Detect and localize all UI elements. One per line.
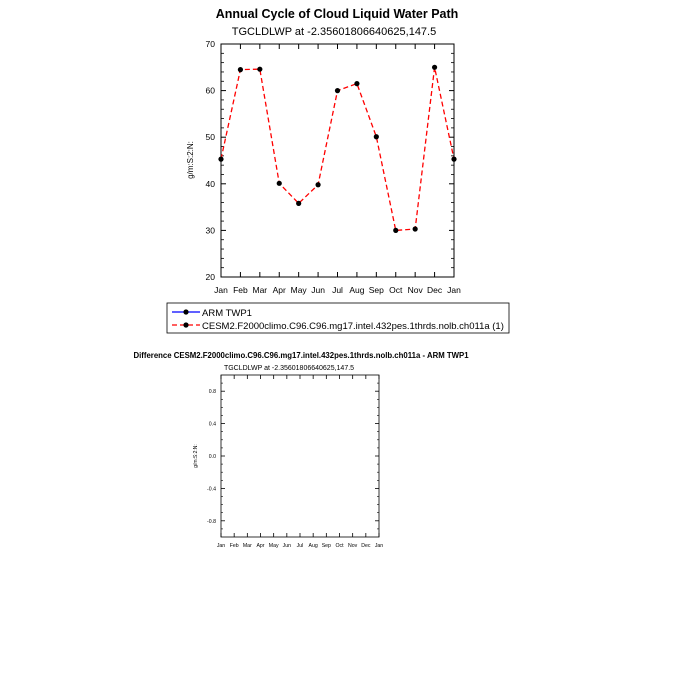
x-tick-label: Dec (361, 543, 371, 549)
y-tick-label: 50 (205, 132, 215, 143)
y-axis-ticks (206, 39, 454, 282)
data-point (393, 228, 398, 233)
y-tick-label: 30 (205, 225, 215, 236)
x-tick-label: Aug (308, 543, 318, 549)
y-tick-label: -0.4 (207, 486, 216, 493)
x-tick-label: Oct (335, 543, 344, 549)
x-axis-ticks (214, 44, 461, 295)
difference-chart (133, 351, 469, 549)
data-point (238, 67, 243, 72)
series-layer (218, 65, 456, 233)
data-point (335, 88, 340, 93)
data-point (354, 81, 359, 86)
legend-marker-cesm (183, 322, 188, 327)
chart-title: Annual Cycle of Cloud Liquid Water Path (215, 7, 459, 21)
x-tick-label: Jun (282, 543, 292, 549)
x-tick-label: Apr (256, 543, 265, 549)
chart-subtitle: TGCLDLWP at -2.35601806640625,147.5 (231, 26, 437, 38)
difference-chart-title: Difference CESM2.F2000climo.C96.C96.mg17.intel.432pes.1thrds.nolb.ch011a - ARM TWP1 (133, 351, 469, 360)
difference-chart-subtitle: TGCLDLWP at -2.35601806640625,147.5 (223, 365, 355, 372)
x-tick-label: Feb (229, 543, 239, 549)
x-tick-label: Jul (332, 285, 343, 295)
data-point (277, 181, 282, 186)
difference-plot-frame (221, 375, 379, 537)
x-tick-label: Apr (272, 285, 286, 295)
legend-label-arm: ARM TWP1 (202, 308, 252, 319)
y-tick-label: 0.0 (208, 454, 216, 460)
y-tick-label: 20 (205, 272, 215, 282)
data-point (257, 67, 262, 72)
x-tick-label: Jan (374, 543, 384, 549)
x-tick-label: Jan (447, 285, 461, 295)
x-tick-label: Oct (389, 285, 403, 295)
x-tick-label: Feb (233, 285, 248, 295)
data-point (218, 157, 223, 162)
x-tick-label: Sep (321, 543, 331, 549)
x-tick-label: May (290, 285, 307, 295)
x-tick-label: Nov (348, 543, 358, 549)
data-point (451, 157, 456, 162)
x-tick-label: Aug (349, 285, 365, 295)
y-tick-label: 60 (205, 85, 215, 96)
data-point (413, 226, 418, 231)
x-tick-label: Mar (252, 285, 268, 295)
annual-cycle-chart (186, 7, 461, 295)
x-tick-label: Sep (368, 285, 384, 295)
legend-marker-arm (183, 309, 188, 314)
x-tick-label: Jun (311, 285, 325, 295)
y-axis-label: g/m:S:2:N: (186, 141, 195, 179)
x-tick-label: Jan (214, 285, 228, 295)
y-tick-label: 70 (205, 39, 215, 49)
data-point (432, 65, 437, 70)
difference-y-axis-ticks (207, 383, 379, 529)
x-tick-label: Dec (427, 285, 443, 295)
legend (167, 303, 509, 333)
legend-label-cesm: CESM2.F2000climo.C96.C96.mg17.intel.432pes.1thrds.nolb.ch011a (1) (202, 321, 504, 332)
y-tick-label: 0.4 (208, 421, 216, 428)
x-tick-label: Jul (296, 543, 304, 549)
plot-frame (221, 44, 454, 277)
x-tick-label: Jan (216, 543, 226, 549)
y-tick-label: 40 (205, 178, 215, 189)
data-point (374, 134, 379, 139)
difference-x-axis-ticks (217, 375, 383, 549)
difference-y-axis-label: g/m:S:2:N: (193, 444, 199, 468)
x-tick-label: Nov (407, 285, 423, 295)
y-tick-label: -0.8 (207, 518, 216, 525)
data-point (315, 182, 320, 187)
x-tick-label: Mar (242, 543, 252, 549)
x-tick-label: May (268, 543, 279, 549)
y-tick-label: 0.8 (208, 389, 216, 396)
data-point (296, 201, 301, 206)
